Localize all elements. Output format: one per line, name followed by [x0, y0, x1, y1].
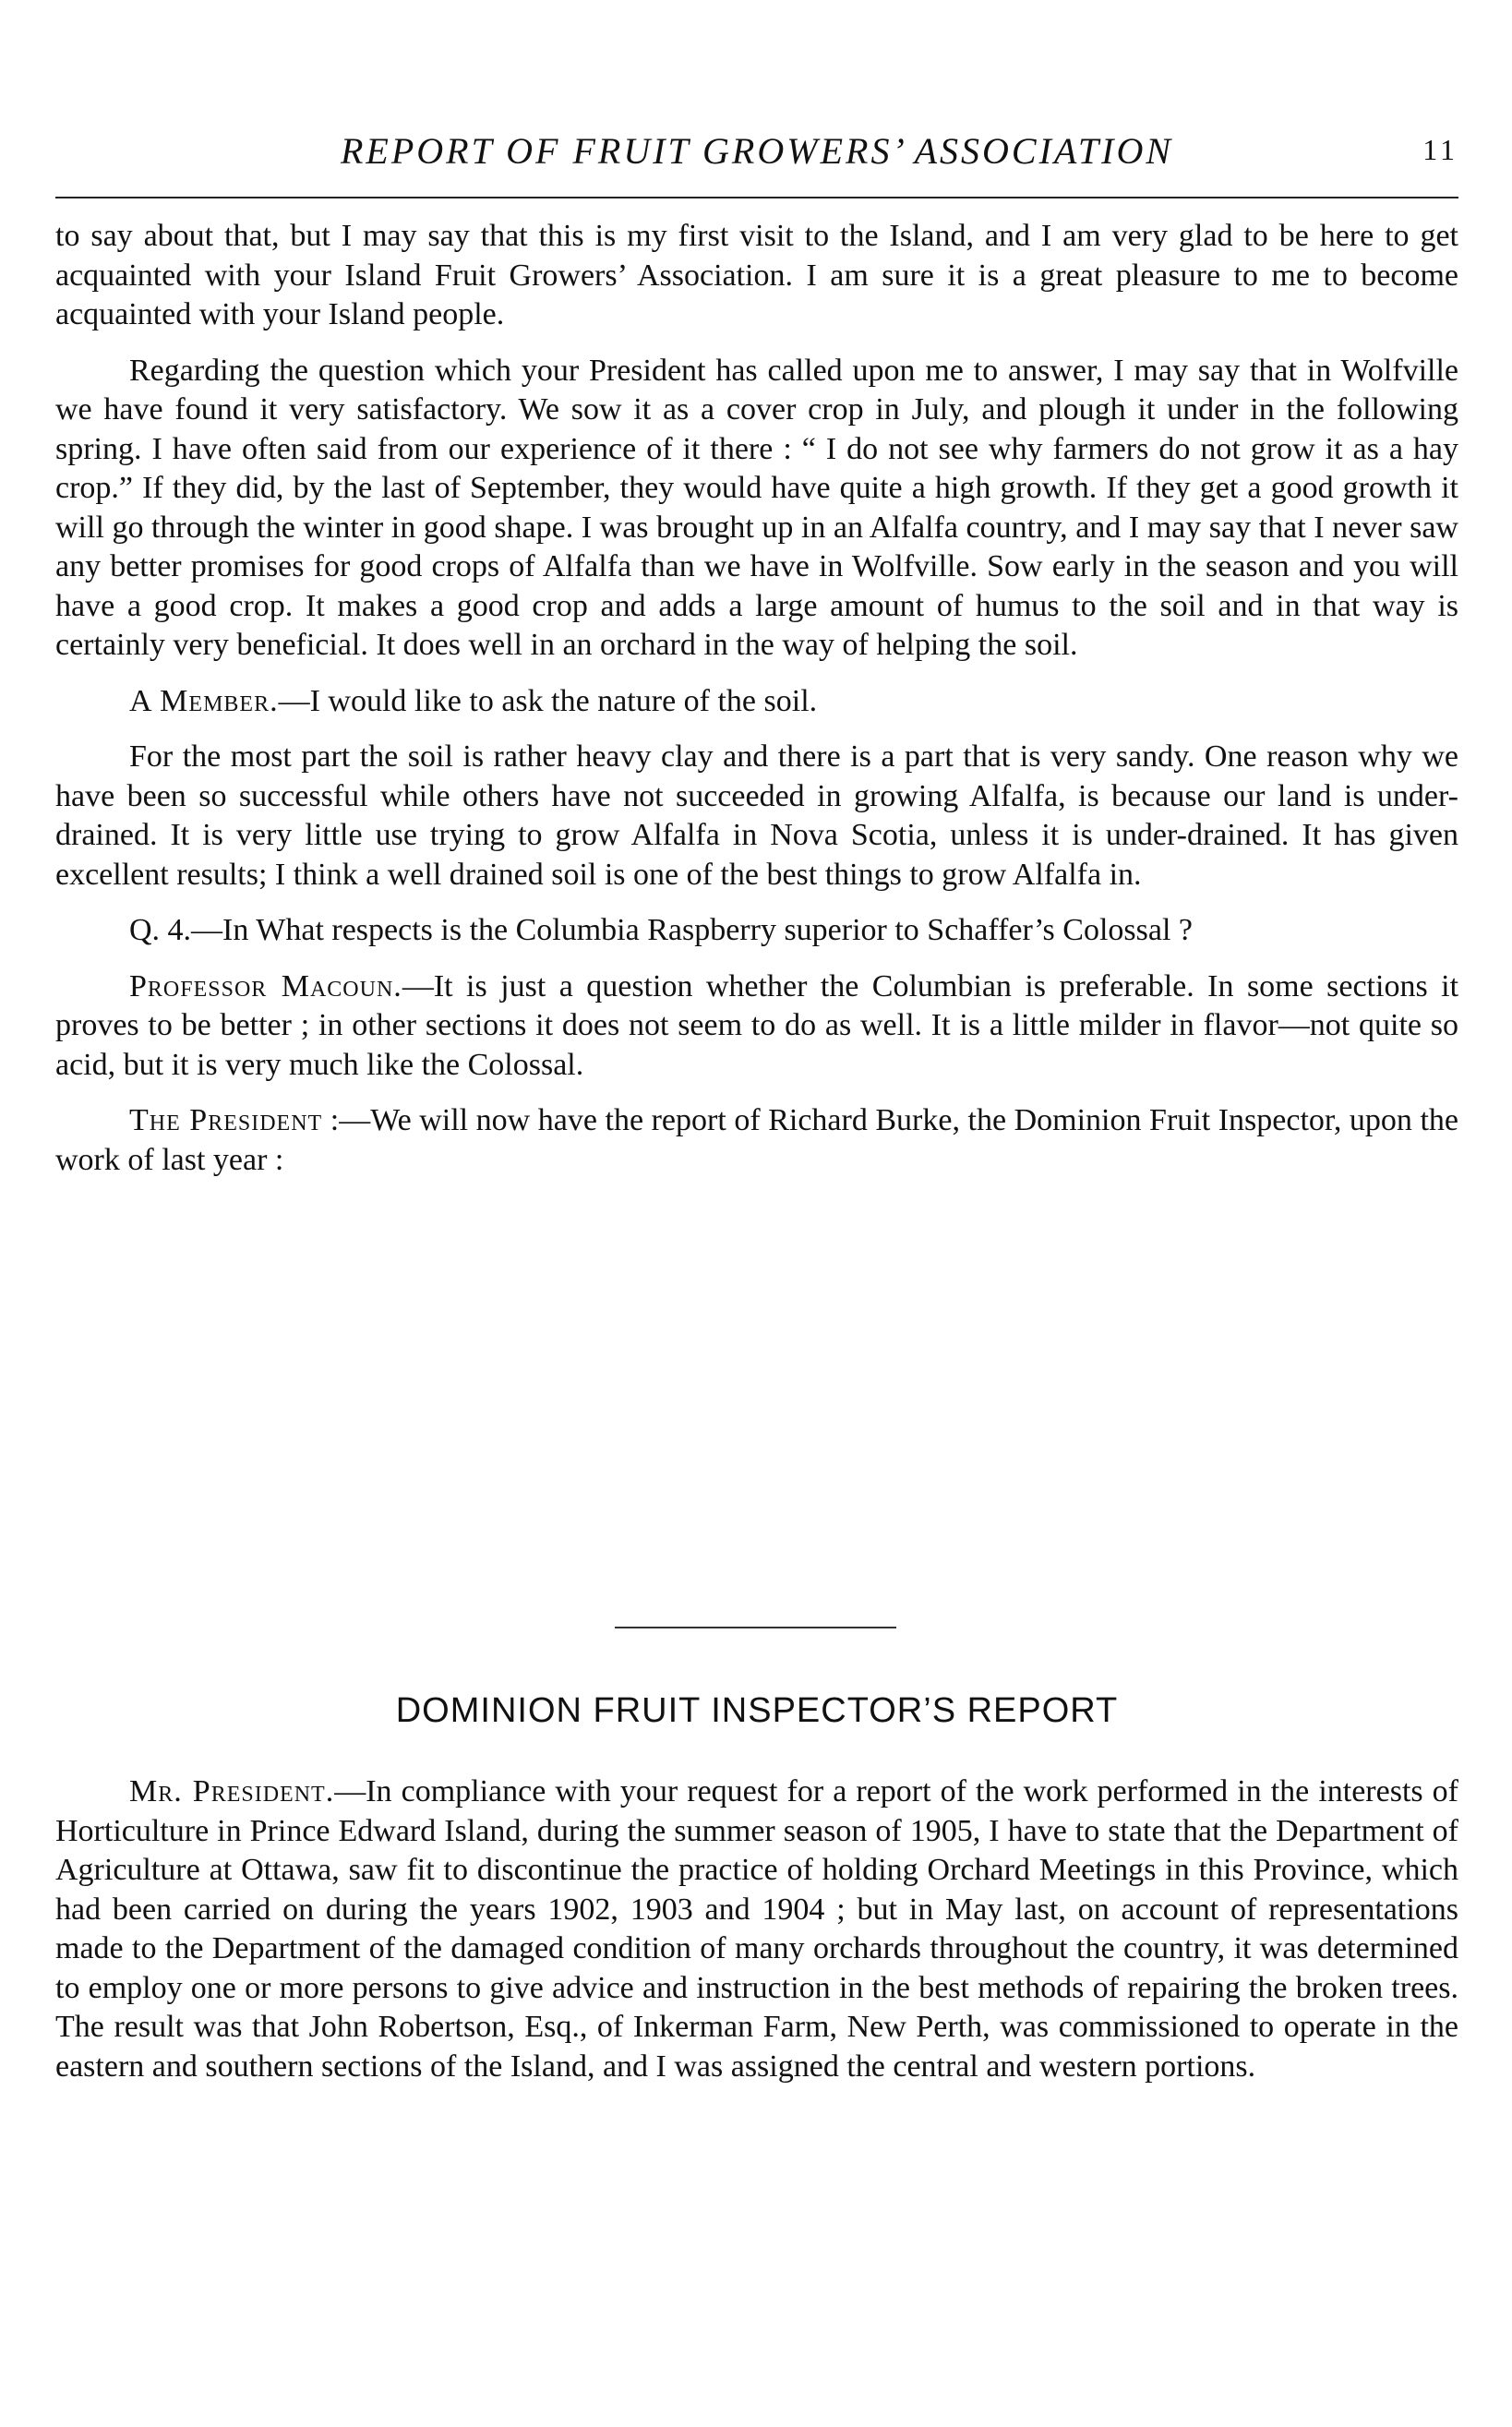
- paragraph-alfalfa-answer: Regarding the question which your President has called upon me to answer, I may say that in Wolfville we have found it very satisfactory. We sow it as a cover crop in July, and plough it under in the following spring. I have often said from our experience of it there : “ I do not see why farmers do not grow it as a hay crop.” If they did, by the last of September, they would have quite a high growth. If they get a good growth it will go through the winter in good shape. I was brought up in an Alfalfa country, and I may say that I never saw any better promises for good crops of Alfalfa than we have in Wolfville. Sow early in the season and you will have a good crop. It makes a good crop and adds a large amount of humus to the soil and in that way is certainly very beneficial. It does well in an orchard in the way of helping the soil.: [55, 353, 1458, 662]
- paragraph-macoun-answer: [55, 967, 1458, 1086]
- speech-text: —It is just a question whether the Columbian is preferable. In some sections it proves to be better ; in other sections it does not seem to do as well. It is a little milder in flavor—not quite so acid, but it is very much like the Colossal.: [55, 968, 1459, 1082]
- paragraph-question-4: Q. 4.—In What respects is the Columbia Raspberry superior to Schaffer’s Colossal ?: [129, 913, 1193, 947]
- speaker-name: Professor Macoun.: [129, 968, 402, 1003]
- section-title: DOMINION FRUIT INSPECTOR’S REPORT: [395, 1691, 1119, 1730]
- paragraph-member-question: [55, 682, 1458, 722]
- speech-text: —I would like to ask the nature of the soil.: [278, 683, 818, 718]
- running-title: REPORT OF FRUIT GROWERS’ ASSOCIATION: [340, 130, 1174, 172]
- speech-text: :—We will now have the report of Richard Burke, the Dominion Fruit Inspector, upon the work of last year :: [55, 1103, 1458, 1177]
- speech-text: —In compliance with your request for a report of the work performed in the interests of Horticulture in Prince Edward Island, during the summer season of 1905, I have to state that the Department of Agriculture at Ottawa, saw fit to discontinue the practice of holding Orchard Meetings in this Province, which had been carried on during the years 1902, 1903 and 1904 ; but in May last, on account of representations made to the Department of the damaged condition of many orchards throughout the country, it was determined to employ one or more persons to give advice and instruction in the best methods of repairing the broken trees. The result was that John Robertson, Esq., of Inkerman Farm, New Perth, was commissioned to operate in the eastern and southern sections of the Island, and I was assigned the central and western portions.: [55, 1774, 1459, 2084]
- speaker-name: The President: [129, 1103, 323, 1137]
- header-rule: [55, 197, 1458, 198]
- running-header: [55, 129, 1458, 175]
- page-number: 11: [1422, 133, 1458, 166]
- paragraph-president-remark: [55, 1101, 1458, 1180]
- section-divider: [615, 1627, 896, 1628]
- paragraph-continued: to say about that, but I may say that this is my first visit to the Island, and I am very glad to be here to get acquainted with your Island Fruit Growers’ Association. I am sure it is a great pleasure to me to become acquainted with your Island people.: [55, 219, 1458, 331]
- paragraph-soil-answer: For the most part the soil is rather heavy clay and there is a part that is very sandy. One reason why we have been so successful while others have not succeeded in growing Alfalfa, is because our land is under-drained. It is very little use trying to grow Alfalfa in Nova Scotia, unless it is under-drained. It has given excellent results; I think a well drained soil is one of the best things to grow Alfalfa in.: [55, 739, 1458, 892]
- speaker-name: Mr. President.: [129, 1774, 335, 1808]
- body-text: [55, 217, 1458, 1180]
- speaker-name: A Member.: [129, 683, 279, 718]
- report-text: [55, 1772, 1458, 2086]
- paragraph-report: [55, 1772, 1458, 2086]
